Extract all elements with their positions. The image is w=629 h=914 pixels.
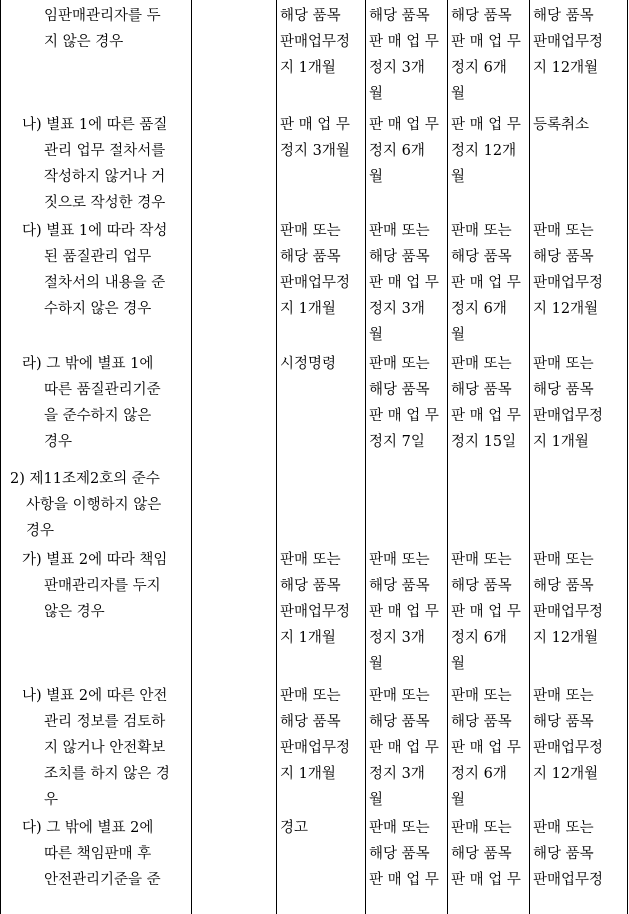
violation-text: 조치를 하지 않은 경: [44, 766, 170, 782]
violation-text: 따른 품질관리기준: [44, 382, 161, 398]
penalty-text: 월: [369, 792, 384, 808]
table-border-col3: [365, 0, 366, 914]
violation-cell: [10, 683, 186, 813]
penalty-text: 정지 3개: [369, 766, 425, 782]
penalty-text: 해당 품목: [533, 8, 594, 24]
violation-text: 경우: [26, 523, 55, 539]
violation-text: 다) 별표 1에 따라 작성: [22, 223, 168, 239]
table-border-left: [0, 0, 1, 914]
violation-cell: [10, 112, 186, 216]
penalty-cell-2: [369, 547, 445, 677]
penalty-text: 시정명령: [280, 356, 337, 372]
violation-text: 관리 정보를 검토하: [44, 714, 166, 730]
penalty-text: 정지 3개월: [280, 143, 350, 159]
penalty-text: 지 1개월: [280, 630, 336, 646]
penalty-text: 해당 품목: [533, 714, 594, 730]
penalty-text: 판매업무정: [533, 275, 604, 291]
penalty-text: 해당 품목: [533, 249, 594, 265]
violation-text: 라) 그 밖에 별표 1에: [22, 356, 154, 372]
penalty-text: 지 1개월: [280, 766, 336, 782]
penalty-text: 해당 품목: [533, 382, 594, 398]
penalty-text: 월: [369, 327, 384, 343]
penalty-text: 해당 품목: [533, 578, 594, 594]
violation-text: 경우: [44, 434, 73, 450]
penalty-cell-4: [533, 3, 623, 81]
penalty-text: 판매업무정: [533, 740, 604, 756]
penalty-text: 판 매 업 무: [451, 34, 521, 50]
penalty-text: 판매업무정: [533, 34, 604, 50]
penalty-cell-1: [280, 112, 362, 164]
penalty-cell-1: [280, 547, 362, 651]
penalty-cell-1: [280, 351, 362, 377]
penalty-text: 판매업무정: [280, 34, 351, 50]
penalty-text: 정지 3개: [369, 60, 425, 76]
penalty-text: 판매 또는: [280, 552, 341, 568]
violation-text: 임판매관리자를 두: [44, 8, 161, 24]
penalty-text: 판 매 업 무: [369, 740, 439, 756]
penalty-text: 판 매 업 무: [451, 275, 521, 291]
violation-text: 판매관리자를 두지: [44, 578, 161, 594]
penalty-text: 월: [451, 327, 466, 343]
violation-cell: [10, 466, 186, 544]
penalty-text: 판 매 업 무: [369, 275, 439, 291]
penalty-cell-3: [451, 683, 526, 813]
penalty-text: 정지 12개: [451, 143, 517, 159]
penalty-text: 판매 또는: [369, 223, 430, 239]
penalty-text: 판매 또는: [533, 223, 594, 239]
penalty-cell-2: [369, 3, 445, 107]
penalty-cell-2: [369, 112, 445, 190]
penalty-cell-3: [451, 547, 526, 677]
penalty-text: 판매업무정: [280, 275, 351, 291]
penalty-cell-2: [369, 815, 445, 893]
table-border-col1: [191, 0, 192, 914]
penalty-text: 판 매 업 무: [369, 604, 439, 620]
violation-text: 않은 경우: [44, 604, 105, 620]
penalty-text: 판 매 업 무: [369, 408, 439, 424]
penalty-text: 판매 또는: [451, 820, 512, 836]
penalty-text: 정지 3개: [369, 630, 425, 646]
penalty-text: 판매 또는: [369, 688, 430, 704]
penalty-text: 지 12개월: [533, 301, 599, 317]
penalty-cell-4: [533, 351, 623, 455]
penalty-text: 해당 품목: [533, 846, 594, 862]
penalty-text: 판매 또는: [533, 688, 594, 704]
penalty-text: 해당 품목: [369, 714, 430, 730]
penalty-cell-4: [533, 547, 623, 651]
penalty-text: 정지 7일: [369, 434, 425, 450]
penalty-text: 월: [451, 86, 466, 102]
penalty-cell-3: [451, 351, 526, 455]
penalty-cell-3: [451, 112, 526, 190]
penalty-text: 해당 품목: [280, 249, 341, 265]
penalty-text: 판매 또는: [533, 820, 594, 836]
penalty-text: 판매 또는: [451, 552, 512, 568]
penalty-text: 월: [451, 656, 466, 672]
penalty-text: 판 매 업 무: [451, 117, 521, 133]
penalty-cell-4: [533, 112, 623, 138]
penalty-text: 정지 6개: [451, 766, 507, 782]
penalty-text: 해당 품목: [369, 249, 430, 265]
penalty-text: 판매업무정: [533, 604, 604, 620]
violation-text: 따른 책임판매 후: [44, 846, 152, 862]
violation-cell: [10, 815, 186, 893]
penalty-text: 정지 6개: [369, 143, 425, 159]
penalty-text: 정지 15일: [451, 434, 517, 450]
penalty-text: 판 매 업 무: [369, 34, 439, 50]
penalty-text: 판매 또는: [451, 688, 512, 704]
violation-text: 안전관리기준을 준: [44, 872, 161, 888]
violation-cell: [10, 351, 186, 455]
penalty-text: 판매 또는: [369, 356, 430, 372]
penalty-cell-2: [369, 218, 445, 348]
violation-text: 나) 별표 1에 따른 품질: [22, 117, 168, 133]
table-border-col2: [276, 0, 277, 914]
violation-text: 을 준수하지 않은: [44, 408, 152, 424]
penalty-text: 해당 품목: [451, 382, 512, 398]
penalty-text: 판매업무정: [280, 604, 351, 620]
penalty-text: 월: [369, 169, 384, 185]
violation-text: 나) 별표 2에 따른 안전: [22, 688, 168, 704]
penalty-text: 지 1개월: [280, 60, 336, 76]
violation-cell: [10, 218, 186, 322]
penalty-text: 판매업무정: [533, 872, 604, 888]
violation-text: 우: [44, 792, 59, 808]
penalty-text: 월: [369, 86, 384, 102]
penalty-cell-4: [533, 218, 623, 322]
violation-cell: [10, 547, 186, 625]
penalty-cell-4: [533, 683, 623, 787]
penalty-text: 해당 품목: [451, 714, 512, 730]
penalty-cell-2: [369, 351, 445, 455]
penalty-text: 판 매 업 무: [451, 604, 521, 620]
penalty-cell-3: [451, 218, 526, 348]
penalty-text: 월: [369, 656, 384, 672]
penalty-text: 지 12개월: [533, 766, 599, 782]
penalty-cell-1: [280, 3, 362, 81]
penalty-cell-3: [451, 815, 526, 893]
penalty-text: 판매 또는: [533, 356, 594, 372]
violation-text: 사항을 이행하지 않은: [26, 497, 162, 513]
penalty-text: 지 1개월: [280, 301, 336, 317]
penalty-text: 지 12개월: [533, 60, 599, 76]
violation-text: 다) 그 밖에 별표 2에: [22, 820, 154, 836]
table-border-col5: [529, 0, 530, 914]
penalty-text: 경고: [280, 820, 309, 836]
penalty-text: 지 1개월: [533, 434, 589, 450]
penalty-cell-3: [451, 3, 526, 107]
penalty-text: 등록취소: [533, 117, 590, 133]
penalty-text: 판매 또는: [533, 552, 594, 568]
penalty-text: 판 매 업 무: [369, 872, 439, 888]
penalty-text: 판매 또는: [369, 552, 430, 568]
penalty-text: 해당 품목: [369, 8, 430, 24]
penalty-text: 해당 품목: [369, 846, 430, 862]
penalty-text: 해당 품목: [451, 846, 512, 862]
penalty-text: 지 12개월: [533, 630, 599, 646]
violation-text: 된 품질관리 업무: [44, 249, 152, 265]
violation-text: 짓으로 작성한 경우: [44, 195, 166, 211]
violation-text: 관리 업무 절차서를: [44, 143, 166, 159]
penalty-text: 판 매 업 무: [451, 408, 521, 424]
table-border-right: [627, 0, 628, 914]
penalty-text: 해당 품목: [369, 578, 430, 594]
penalty-text: 월: [451, 792, 466, 808]
violation-text: 가) 별표 2에 따라 책임: [22, 552, 168, 568]
penalty-cell-4: [533, 815, 623, 893]
penalty-text: 정지 6개: [451, 630, 507, 646]
penalty-text: 해당 품목: [280, 578, 341, 594]
table-border-col4: [447, 0, 448, 914]
penalty-text: 판 매 업 무: [451, 872, 521, 888]
penalty-text: 판매 또는: [451, 356, 512, 372]
penalty-text: 판매업무정: [280, 740, 351, 756]
penalty-text: 해당 품목: [369, 382, 430, 398]
violation-text: 절차서의 내용을 준: [44, 275, 166, 291]
penalty-cell-1: [280, 815, 362, 841]
penalty-cell-1: [280, 683, 362, 787]
penalty-text: 해당 품목: [451, 8, 512, 24]
penalty-text: 판매업무정: [533, 408, 604, 424]
penalty-text: 해당 품목: [451, 578, 512, 594]
violation-text: 수하지 않은 경우: [44, 301, 152, 317]
penalty-text: 정지 6개: [451, 301, 507, 317]
penalty-cell-1: [280, 218, 362, 322]
penalty-text: 판매 또는: [280, 223, 341, 239]
penalty-text: 판매 또는: [451, 223, 512, 239]
violation-text: 지 않은 경우: [44, 34, 124, 50]
violation-text: 2) 제11조제2호의 준수: [10, 471, 160, 487]
penalty-text: 월: [451, 169, 466, 185]
penalty-text: 해당 품목: [280, 8, 341, 24]
penalty-text: 판매 또는: [369, 820, 430, 836]
penalty-cell-2: [369, 683, 445, 813]
penalty-text: 판매 또는: [280, 688, 341, 704]
penalty-text: 판 매 업 무: [451, 740, 521, 756]
violation-text: 지 않거나 안전확보: [44, 740, 166, 756]
penalty-text: 해당 품목: [451, 249, 512, 265]
penalty-text: 해당 품목: [280, 714, 341, 730]
penalty-text: 정지 3개: [369, 301, 425, 317]
violation-cell: [10, 3, 186, 55]
penalty-text: 판 매 업 무: [369, 117, 439, 133]
penalty-text: 정지 6개: [451, 60, 507, 76]
penalty-text: 판 매 업 무: [280, 117, 350, 133]
violation-text: 작성하지 않거나 거: [44, 169, 166, 185]
